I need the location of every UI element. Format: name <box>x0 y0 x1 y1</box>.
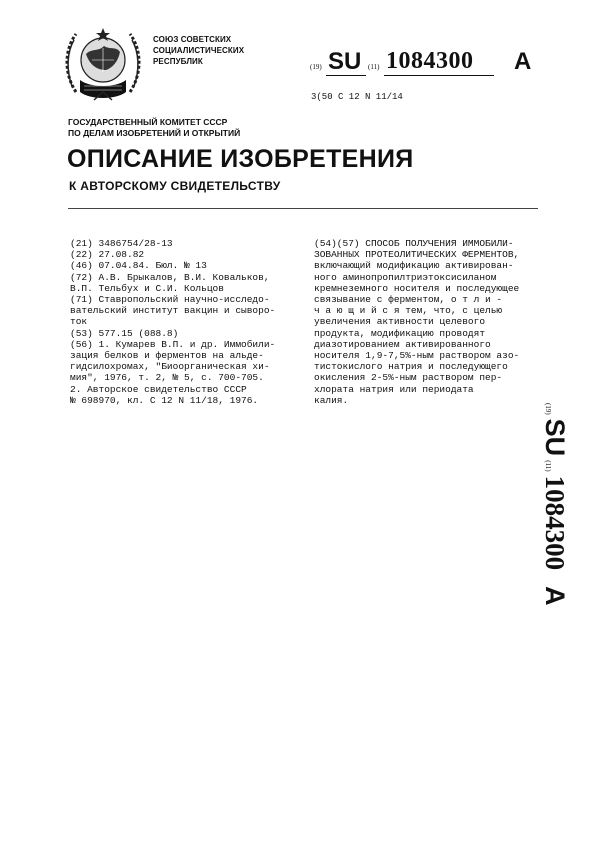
abstract-line: ч а ю щ и й с я тем, что, с целью <box>314 305 503 317</box>
abstract-line: носителя 1,9-7,5%-ным раствором азо- <box>314 350 520 362</box>
biblio-line: (72) А.В. Брыкалов, В.И. Ковальков, <box>70 271 270 283</box>
abstract-line: хлората натрия или периодата <box>314 383 474 395</box>
bibliographic-data <box>70 238 295 406</box>
abstract-line: (54)(57) СПОСОБ ПОЛУЧЕНИЯ ИММОБИЛИ- <box>314 238 514 249</box>
underline <box>384 75 494 76</box>
kind-code: A <box>514 48 532 75</box>
biblio-line: вательский институт вакцин и сыворо- <box>70 305 276 317</box>
biblio-line: № 698970, кл. С 12 N 11/18, 1976. <box>70 394 259 406</box>
abstract-line: калия. <box>314 394 349 406</box>
abstract-line: ного аминопропилтриэтоксисиланом <box>314 271 497 283</box>
side-country-code: SU <box>540 418 570 457</box>
biblio-line: мия", 1976, т. 2, № 5, с. 700-705. <box>70 372 264 384</box>
abstract-line: продукта, модификацию проводят <box>314 327 486 339</box>
committee-name: ГОСУДАРСТВЕННЫЙ КОМИТЕТ СССР ПО ДЕЛАМ ИЗОБРЕТЕНИЙ И ОТКРЫТИЙ <box>68 117 241 138</box>
patent-number: 1084300 <box>386 48 474 74</box>
biblio-line: (21) 3486754/28-13 <box>70 238 173 249</box>
abstract-line: кремнеземного носителя и последующее <box>314 282 520 294</box>
underline <box>326 75 366 76</box>
document-subtitle: К АВТОРСКОМУ СВИДЕТЕЛЬСТВУ <box>69 179 281 193</box>
side-inid-code-19: (19) <box>544 403 552 415</box>
ussr-emblem-icon <box>62 22 144 106</box>
inid-code-19: (19) <box>310 63 322 71</box>
biblio-line: (22) 27.08.82 <box>70 249 145 261</box>
abstract-line: ЗОВАННЫХ ПРОТЕОЛИТИЧЕСКИХ ФЕРМЕНТОВ, <box>314 249 520 261</box>
state-name: СОЮЗ СОВЕТСКИХ СОЦИАЛИСТИЧЕСКИХ РЕСПУБЛИК <box>153 35 245 66</box>
biblio-line: В.П. Тельбух и С.И. Кольцов <box>70 282 224 294</box>
biblio-line: гидсилохромах, "Биоорганическая хи- <box>70 361 270 373</box>
abstract-line: связывание с ферментом, о т л и - <box>314 294 503 306</box>
publication-number <box>310 48 570 78</box>
header-divider <box>68 208 538 209</box>
biblio-line: (71) Ставропольский научно-исследо- <box>70 294 270 306</box>
ipc-classification: 3(50 С 12 N 11/14 <box>311 92 403 102</box>
abstract-line: тистокислого натрия и последующего <box>314 361 508 373</box>
side-publication-number <box>534 403 568 653</box>
side-kind-code: A <box>540 586 570 606</box>
country-code: SU <box>328 48 362 75</box>
side-inid-code-11: (11) <box>544 460 552 472</box>
biblio-line: (46) 07.04.84. Бюл. № 13 <box>70 260 207 272</box>
abstract-line: увеличения активности целевого <box>314 316 486 328</box>
abstract-line: включающий модификацию активирован- <box>314 260 514 272</box>
abstract-claim <box>314 238 524 406</box>
document-title: ОПИСАНИЕ ИЗОБРЕТЕНИЯ <box>67 145 414 173</box>
inid-code-11: (11) <box>368 63 380 71</box>
biblio-line: зация белков и ферментов на альде- <box>70 350 264 362</box>
abstract-line: диазотированием активированного <box>314 338 491 350</box>
biblio-line: ток <box>70 316 88 328</box>
biblio-line: (56) 1. Кумарев В.П. и др. Иммобили- <box>70 338 276 350</box>
abstract-line: окисления 2-5%-ным раствором пер- <box>314 372 503 384</box>
side-patent-number: 1084300 <box>540 475 570 571</box>
biblio-line: 2. Авторское свидетельство СССР <box>70 383 247 395</box>
biblio-line: (53) 577.15 (088.8) <box>70 327 179 339</box>
